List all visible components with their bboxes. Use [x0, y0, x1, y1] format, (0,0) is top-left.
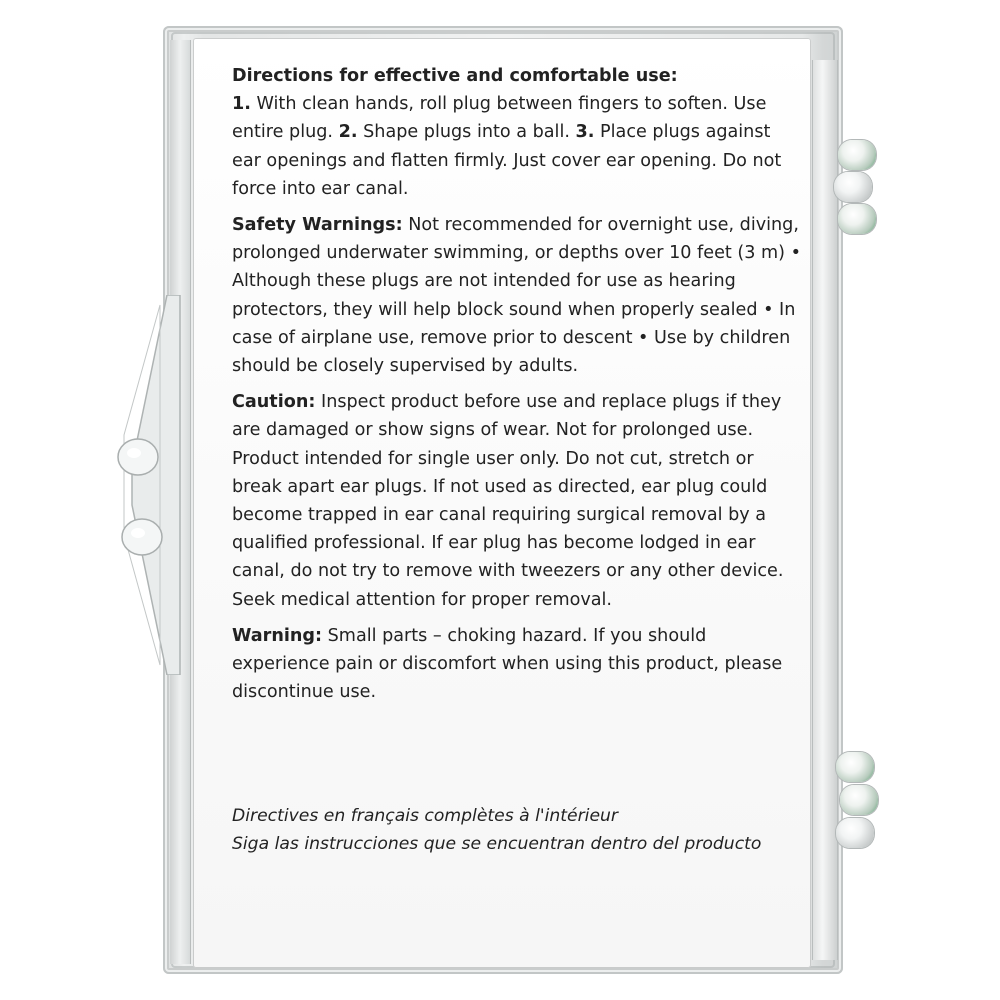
- safety-text: Not recommended for overnight use, diving, prolonged underwater swimming, or depths over 10 feet (3 m) • Although these plugs are not intended for use as hearing protectors, they will help block sound when properly sealed • In case of airplane use, remove prior to descent • Use by children should be closely supervised by adults.: [232, 215, 802, 377]
- instructions-text: [232, 62, 802, 714]
- step-3-number: 3.: [575, 122, 595, 143]
- hinge-knob-icon: [838, 204, 876, 234]
- caution-text: Inspect product before use and replace plugs if they are damaged or show signs of wear. Not for prolonged use. Product intended for single user only. Do not cut, stretch or break apart ear plugs. If not used as directed, ear plug could become trapped in ear canal requiring surgical removal by a qualified professional. If ear plug has become lodged in ear canal, do not try to remove with tweezers or any other device. Seek medical attention for proper removal.: [232, 392, 784, 610]
- directions-heading: Directions for effective and comfortable use:: [232, 66, 678, 86]
- spanish-note: Siga las instrucciones que se encuentran dentro del producto: [232, 834, 762, 854]
- directions-section: [232, 62, 802, 203]
- step-2-text: Shape plugs into a ball.: [357, 122, 576, 143]
- warning-text: Small parts – choking hazard. If you should experience pain or discomfort when using this product, please discontinue use.: [232, 625, 783, 703]
- safety-section: [232, 211, 802, 380]
- caution-section: [232, 388, 802, 614]
- step-3-text: Place plugs against ear openings and flatten firmly. Just cover ear opening. Do not force into ear canal.: [232, 122, 782, 199]
- step-1-number: 1.: [232, 94, 251, 115]
- caution-label: Caution:: [232, 392, 316, 413]
- step-2-number: 2.: [338, 122, 358, 143]
- safety-label: Safety Warnings:: [232, 215, 403, 236]
- hinge-knob-icon: [838, 140, 876, 170]
- french-note: Directives en français complètes à l'intérieur: [232, 806, 618, 826]
- step-1-text: With clean hands, roll plug between fingers to soften. Use entire plug.: [232, 94, 767, 143]
- hinge-knob-icon: [834, 172, 872, 202]
- translation-notes: [232, 802, 802, 858]
- hinge-knob-icon: [836, 818, 874, 848]
- case-clasp-icon: [112, 295, 182, 675]
- warning-label: Warning:: [232, 625, 323, 646]
- case-right-rail: [812, 60, 838, 960]
- warning-section: [232, 622, 802, 707]
- hinge-knob-icon: [840, 785, 878, 815]
- hinge-knob-icon: [836, 752, 874, 782]
